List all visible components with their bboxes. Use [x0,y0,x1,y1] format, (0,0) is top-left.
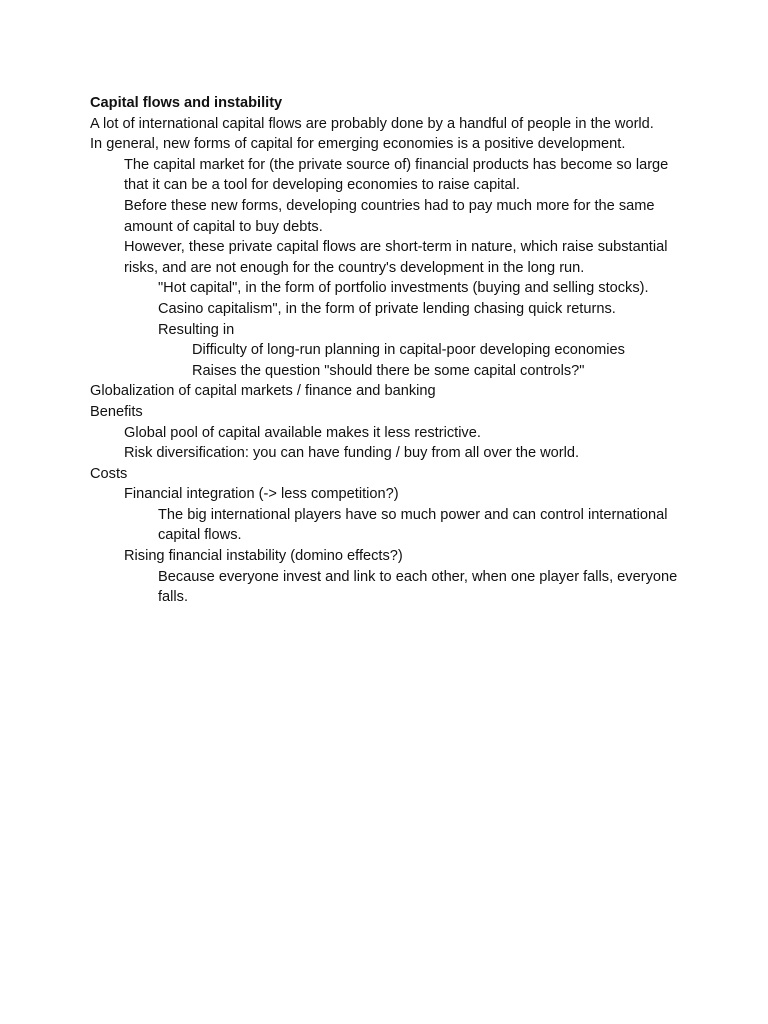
paragraph-line: Risk diversification: you can have funding / buy from all over the world. [124,445,580,462]
document-title: Capital flows and instability [90,95,283,111]
paragraph-line: Raises the question "should there be some capital controls?" [192,362,585,379]
paragraph-line: The big international players have so much power and can control international capital flows. [158,506,668,544]
paragraph-line: In general, new forms of capital for emerging economies is a positive development. [90,136,626,153]
document-body [90,93,690,608]
paragraph-line: A lot of international capital flows are probably done by a handful of people in the world. [90,115,654,132]
paragraph-line: However, these private capital flows are short-term in nature, which raise substantial risks, and are not enough for the country's development in the long run. [124,239,668,276]
section-heading: Benefits [90,403,143,420]
paragraph-line: Casino capitalism", in the form of private lending chasing quick returns. [158,300,616,317]
paragraph-line: Global pool of capital available makes it less restrictive. [124,424,481,441]
section-heading: Globalization of capital markets / finance and banking [90,383,436,400]
section-heading: Costs [90,465,128,482]
paragraph-line: Rising financial instability (domino effects?) [124,548,403,565]
paragraph-line: Financial integration (-> less competition?) [124,486,399,503]
paragraph-line: Resulting in [158,321,235,338]
paragraph-line: Because everyone invest and link to each other, when one player falls, everyone falls. [158,568,678,606]
paragraph-line: "Hot capital", in the form of portfolio investments (buying and selling stocks). [158,280,649,297]
paragraph-line: Difficulty of long-run planning in capital-poor developing economies [192,342,625,359]
paragraph-line: The capital market for (the private source of) financial products has become so large that it can be a tool for developing economies to raise capital. [124,156,669,194]
paragraph-line: Before these new forms, developing countries had to pay much more for the same amount of capital to buy debts. [124,197,655,235]
